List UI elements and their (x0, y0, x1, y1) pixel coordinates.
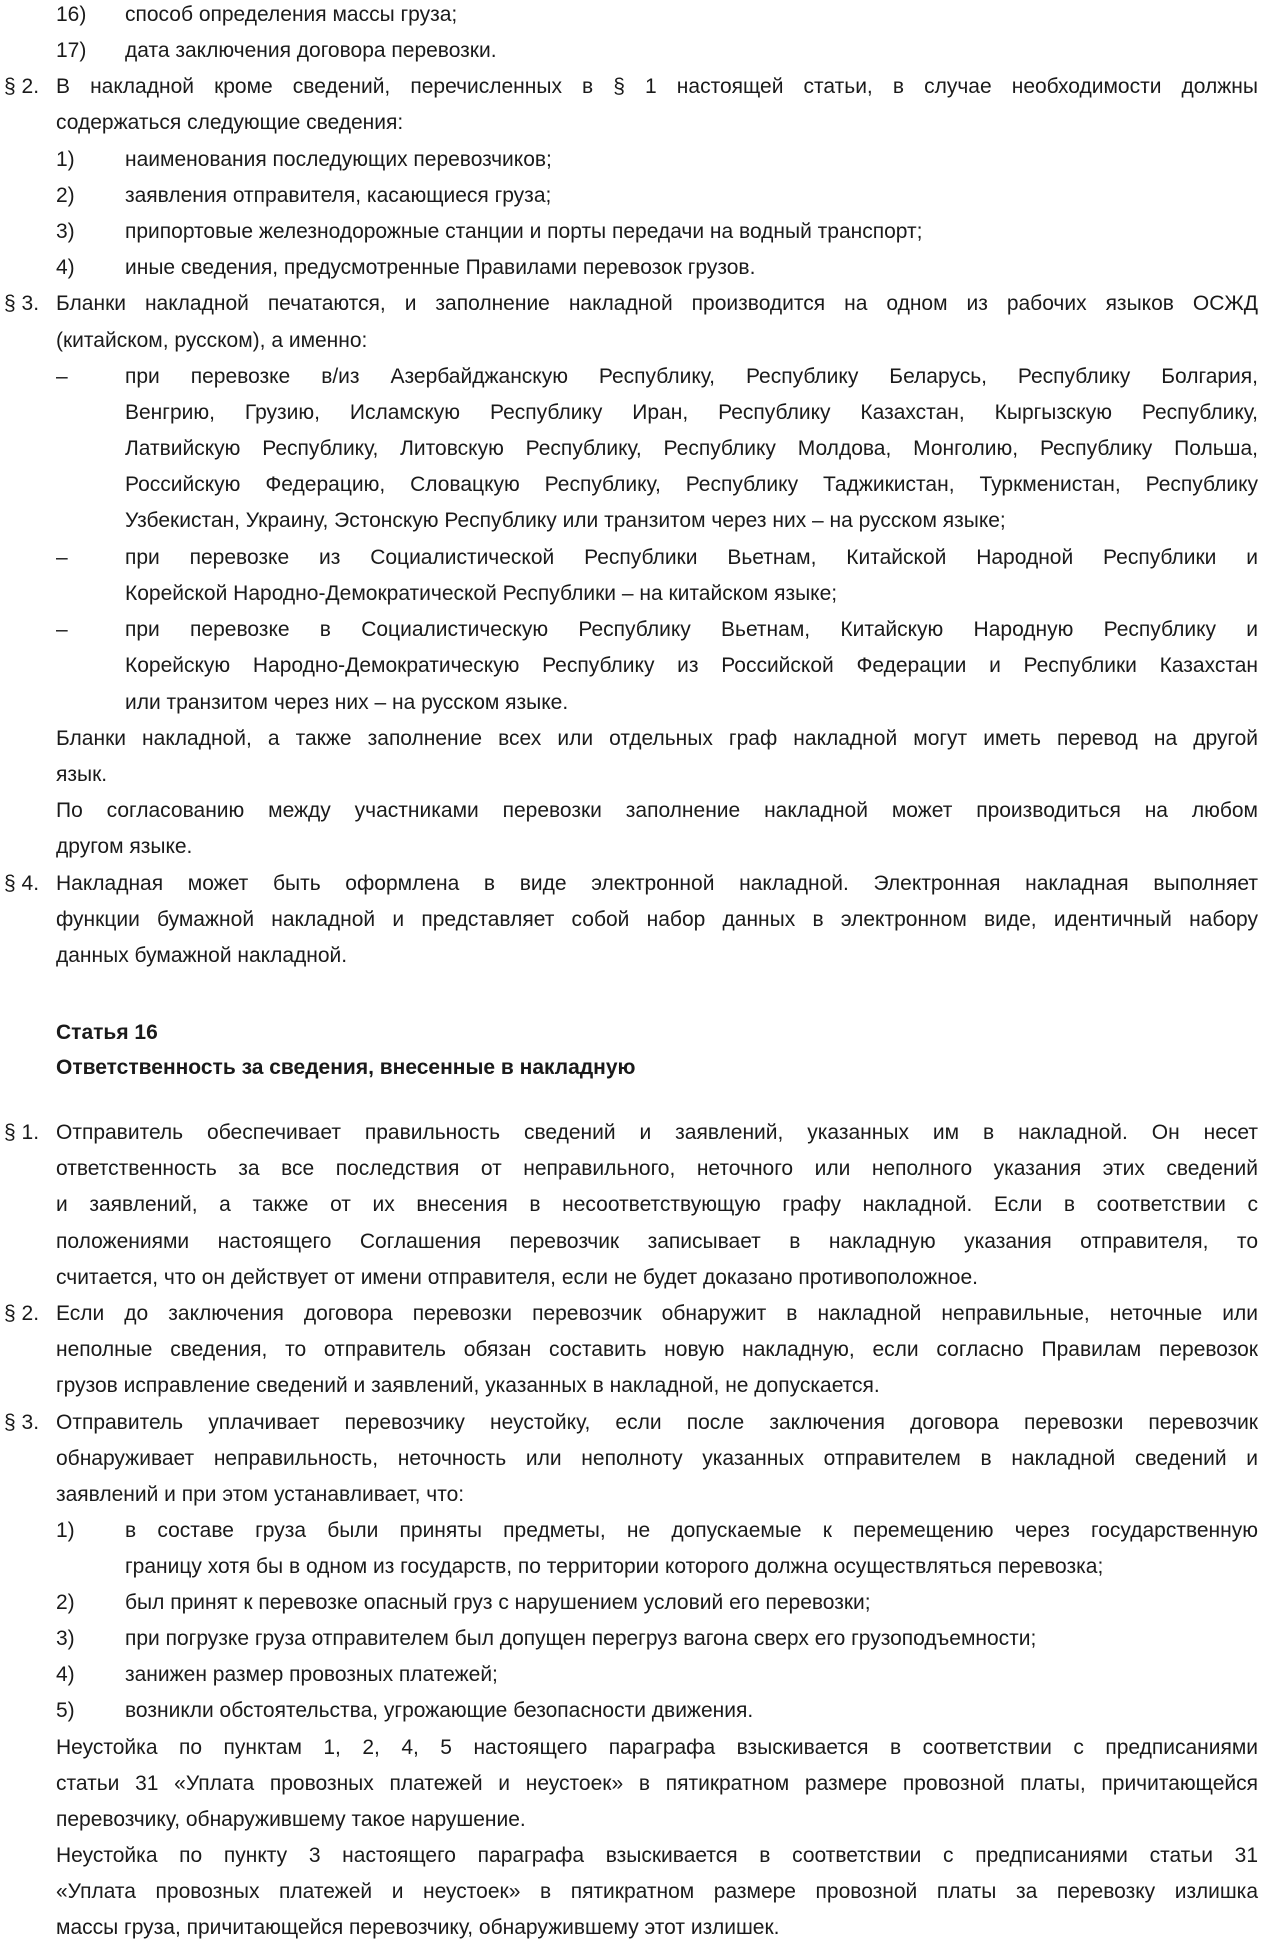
text-line: дата заключения договора перевозки. (125, 39, 497, 62)
text-line: Накладная может быть оформлена в виде электронной накладной. Электронная накладная выполняет (56, 872, 1258, 895)
text-line: возникли обстоятельства, угрожающие безопасности движения. (125, 1699, 754, 1722)
text-line: занижен размер провозных платежей; (125, 1663, 498, 1686)
item-label: § 2. (4, 75, 40, 98)
item-label: § 3. (4, 292, 40, 315)
text-line: обнаруживает неправильность, неточность или неполноту указанных отправителем в накладной сведений и (56, 1447, 1258, 1470)
text-line: массы груза, причитающейся перевозчику, обнаружившему этот излишек. (56, 1916, 780, 1939)
text-line: Корейской Народно-Демократической Республики – на китайском языке; (125, 582, 838, 605)
item-label: 17) (56, 39, 87, 62)
text-line: «Уплата провозных платежей и неустоек» в пятикратном размере провозной платы за перевозку излишка (56, 1880, 1258, 1903)
text-line: иные сведения, предусмотренные Правилами перевозок грузов. (125, 256, 756, 279)
text-line: при перевозке из Социалистической Республики Вьетнам, Китайской Народной Республики и (125, 546, 1258, 569)
text-line: Отправитель обеспечивает правильность сведений и заявлений, указанных им в накладной. Он несет (56, 1121, 1258, 1144)
item-label: § 4. (4, 872, 40, 895)
item-label: 4) (56, 1663, 75, 1686)
text-line: перевозчику, обнаружившему такое нарушение. (56, 1808, 526, 1831)
item-label: 2) (56, 1591, 75, 1614)
text-line: припортовые железнодорожные станции и порты передачи на водный транспорт; (125, 220, 923, 243)
item-label: § 1. (4, 1121, 40, 1144)
article-number: Статья 16 (56, 1021, 158, 1044)
text-line: данных бумажной накладной. (56, 944, 348, 967)
text-line: наименования последующих перевозчиков; (125, 148, 552, 171)
dash-marker: – (56, 365, 68, 388)
text-line: границу хотя бы в одном из государств, по территории которого должна осуществляться перевозка; (125, 1555, 1104, 1578)
text-line: и заявлений, а также от их внесения в несоответствующую графу накладной. Если в соответствии с (56, 1193, 1258, 1216)
article-title: Ответственность за сведения, внесенные в накладную (56, 1056, 636, 1079)
item-label: 1) (56, 148, 75, 171)
text-line: другом языке. (56, 835, 193, 858)
text-line: или транзитом через них – на русском языке. (125, 691, 569, 714)
text-line: Венгрию, Грузию, Исламскую Республику Иран, Республику Казахстан, Кыргызскую Республику, (125, 401, 1258, 424)
text-line: при перевозке в Социалистическую Республику Вьетнам, Китайскую Народную Республику и (125, 618, 1258, 641)
text-line: при погрузке груза отправителем был допущен перегруз вагона сверх его грузоподъемности; (125, 1627, 1037, 1650)
dash-marker: – (56, 618, 68, 641)
text-line: Российскую Федерацию, Словацкую Республику, Республику Таджикистан, Туркменистан, Республику (125, 473, 1258, 496)
item-label: 4) (56, 256, 75, 279)
text-line: Латвийскую Республику, Литовскую Республику, Республику Молдова, Монголию, Республику Польша, (125, 437, 1258, 460)
text-line: в составе груза были приняты предметы, не допускаемые к перемещению через государственную (125, 1519, 1258, 1542)
text-line: ответственность за все последствия от неправильного, неточного или неполного указания этих сведений (56, 1157, 1258, 1180)
text-line: заявления отправителя, касающиеся груза; (125, 184, 552, 207)
text-line: Неустойка по пунктам 1, 2, 4, 5 настоящего параграфа взыскивается в соответствии с предписаниями (56, 1736, 1258, 1759)
text-line: считается, что он действует от имени отправителя, если не будет доказано противоположное. (56, 1266, 979, 1289)
text-line: язык. (56, 763, 108, 786)
text-line: По согласованию между участниками перевозки заполнение накладной может производиться на любом (56, 799, 1258, 822)
text-line: Корейскую Народно-Демократическую Республику из Российской Федерации и Республики Казахстан (125, 654, 1258, 677)
text-line: Бланки накладной, а также заполнение всех или отдельных граф накладной могут иметь перевод на другой (56, 727, 1258, 750)
text-line: (китайском, русском), а именно: (56, 329, 368, 352)
item-label: 1) (56, 1519, 75, 1542)
text-line: содержаться следующие сведения: (56, 111, 404, 134)
item-label: 5) (56, 1699, 75, 1722)
item-label: 2) (56, 184, 75, 207)
text-line: функции бумажной накладной и представляет собой набор данных в электронном виде, идентичный набору (56, 908, 1258, 931)
item-label: § 2. (4, 1302, 40, 1325)
text-line: Отправитель уплачивает перевозчику неустойку, если после заключения договора перевозки перевозчик (56, 1411, 1258, 1434)
item-label: 16) (56, 3, 87, 26)
item-label: 3) (56, 220, 75, 243)
text-line: Узбекистан, Украину, Эстонскую Республику или транзитом через них – на русском языке; (125, 509, 1006, 532)
text-line: был принят к перевозке опасный груз с нарушением условий его перевозки; (125, 1591, 871, 1614)
text-line: положениями настоящего Соглашения перевозчик записывает в накладную указания отправителя, то (56, 1230, 1258, 1253)
dash-marker: – (56, 546, 68, 569)
text-line: грузов исправление сведений и заявлений, указанных в накладной, не допускается. (56, 1374, 880, 1397)
text-line: Если до заключения договора перевозки перевозчик обнаружит в накладной неправильные, неточные или (56, 1302, 1258, 1325)
text-line: при перевозке в/из Азербайджанскую Республику, Республику Беларусь, Республику Болгария, (125, 365, 1258, 388)
text-line: Неустойка по пункту 3 настоящего параграфа взыскивается в соответствии с предписаниями статьи 31 (56, 1844, 1258, 1867)
item-label: 3) (56, 1627, 75, 1650)
item-label: § 3. (4, 1411, 40, 1434)
text-line: статьи 31 «Уплата провозных платежей и неустоек» в пятикратном размере провозной платы, причитающейся (56, 1772, 1258, 1795)
text-line: способ определения массы груза; (125, 3, 458, 26)
text-line: Бланки накладной печатаются, и заполнение накладной производится на одном из рабочих языков ОСЖД (56, 292, 1258, 315)
text-line: неполные сведения, то отправитель обязан составить новую накладную, если согласно Правилам перевозок (56, 1338, 1258, 1361)
text-line: заявлений и при этом устанавливает, что: (56, 1483, 465, 1506)
text-line: В накладной кроме сведений, перечисленных в § 1 настоящей статьи, в случае необходимости должны (56, 75, 1258, 98)
